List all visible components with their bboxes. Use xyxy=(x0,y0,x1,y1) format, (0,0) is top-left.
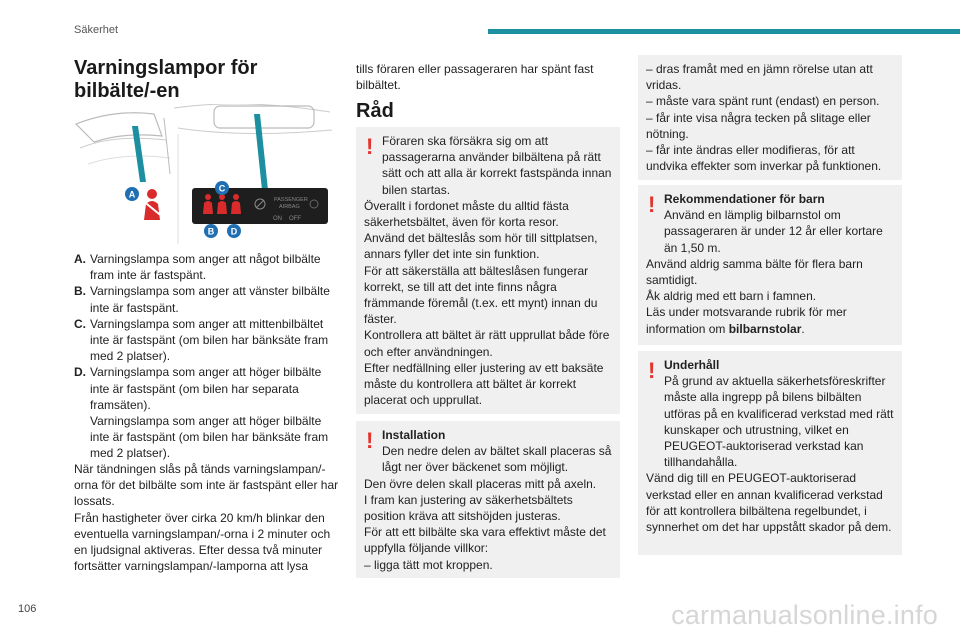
badge-b xyxy=(204,224,218,238)
svg-text:D: D xyxy=(230,226,238,237)
badge-d xyxy=(227,224,241,238)
advice-box-conditions: – dras framåt med en jämn rörelse utan att vridas. – måste vara spänt runt (endast) en person. – får inte visa några tecken på slitage eller nötning. – får inte ändras eller modifieras, för att undvika effekter som inverkar på funktionen. xyxy=(638,55,902,180)
badge-a xyxy=(125,187,139,201)
badge-c xyxy=(215,181,229,195)
svg-text:A: A xyxy=(128,189,136,200)
panel-text-on: ON xyxy=(273,216,282,222)
seatbelt-lamps-figure xyxy=(74,104,336,244)
section-accent-bar xyxy=(488,29,960,34)
legend-item-d: D. Varningslampa som anger att höger bilbälte inte är fastspänt (om bilen har separata framsäten). Varningslampa som anger att höger bilbälte inte är fastspänt (om bilen har bänksäte fram med 2 platser). xyxy=(74,365,329,461)
legend-item-b: B. Varningslampa som anger att vänster bilbälte inte är fastspänt. xyxy=(74,284,330,315)
advice-heading: Råd xyxy=(356,100,394,122)
advice-box-general: ! Föraren ska försäkra sig om att passagerarna använder bilbältena på rätt sätt och att alla är korrekt fastspända innan bilen startas. Överallt i fordonet måste du alltid fästa säkerhetsbältet, även för korta resor. Använd det bälteslås som hör till sittplatsen, annars fyller det inte sin funktion. För att säkerställa att bälteslåsen fungerar korrekt, se till att det inte finns några främmande föremål (t.ex. ett mynt) innan du fäster. Kontrollera att bältet är rätt upprullat både före och efter användningen. Efter nedfällning eller justering av ett baksäte måste du kontrollera att bältet är korrekt placerat och upprullat. xyxy=(356,127,620,414)
seatbelt-icon-panel xyxy=(203,194,241,214)
advice-box-maintenance: ! Underhåll På grund av aktuella säkerhetsföreskrifter måste alla ingrepp på bilens bilbälten utföras på en kvalificerad verkstad med rätt kunskaper och utrustning, vilket en PEUGEOT-auktoriserad verkstad kan tillhandahålla. Vänd dig till en PEUGEOT-auktoriserad verkstad eller en annan kvalificerad verkstad för att kontrollera bilbältena regelbundet, i synnerhet om det har uppstått skador på dem. xyxy=(638,351,902,555)
continued-text: tills föraren eller passageraren har spänt fast bilbältet. xyxy=(356,62,594,93)
advice-box-children: ! Rekommendationer för barn Använd en lämplig bilbarnstol om passageraren är under 12 år eller kortare än 1,50 m. Använd aldrig samma bälte för flera barn samtidigt. Åk aldrig med ett barn i famnen. Läs under motsvarande rubrik för mer information om bilbarnstolar. xyxy=(638,185,902,345)
warning-icon: ! xyxy=(366,428,374,453)
svg-text:B: B xyxy=(207,226,215,237)
watermark: carmanualsonline.info xyxy=(671,600,938,630)
link-child-seats: bilbarnstolar xyxy=(728,321,802,336)
warning-icon: ! xyxy=(648,192,656,217)
page-number: 106 xyxy=(18,603,37,615)
warning-icon: ! xyxy=(366,134,374,159)
panel-text-airbag: AIRBAG xyxy=(279,204,300,210)
intro-paragraph: När tändningen slås på tänds varningslampan/-orna för det bilbälte som inte är fastspänt eller har lossats. Från hastigheter över cirka 20 km/h blinkar den eventuella varningslampan/-orna i 2 minuter och en ljudsignal aktiveras. Efter dessa två minuter fortsätter varningslampan/-lamporna att lysa xyxy=(74,462,339,574)
svg-text:C: C xyxy=(218,183,226,194)
legend-item-a: A. Varningslampa som anger att något bilbälte fram inte är fastspänt. xyxy=(74,252,321,283)
warning-panel xyxy=(192,188,328,224)
legend-list xyxy=(74,251,342,462)
advice-box-installation: ! Installation Den nedre delen av bältet skall placeras så lågt ner över bäckenet som möjligt. Den övre delen skall placeras mitt på axeln. I fram kan justering av säkerhetsbältets position kräva att sitshöjden justeras. För att ett bilbälte ska vara effektivt måste det uppfylla följande villkor: – ligga tätt mot kroppen. xyxy=(356,421,620,578)
section-header: Säkerhet xyxy=(74,24,119,36)
legend-item-c: C. Varningslampa som anger att mittenbilbältet inte är fastspänt (om bilen har bänksäte fram med 2 platser). xyxy=(74,316,329,364)
panel-text-passenger: PASSENGER xyxy=(274,197,308,203)
warning-icon: ! xyxy=(648,358,656,383)
dashboard-illustration xyxy=(74,104,336,244)
page-title: Varningslampor för bilbälte/-en xyxy=(74,57,258,102)
seatbelt-icon-a xyxy=(142,189,164,220)
panel-text-off: OFF xyxy=(289,216,301,222)
